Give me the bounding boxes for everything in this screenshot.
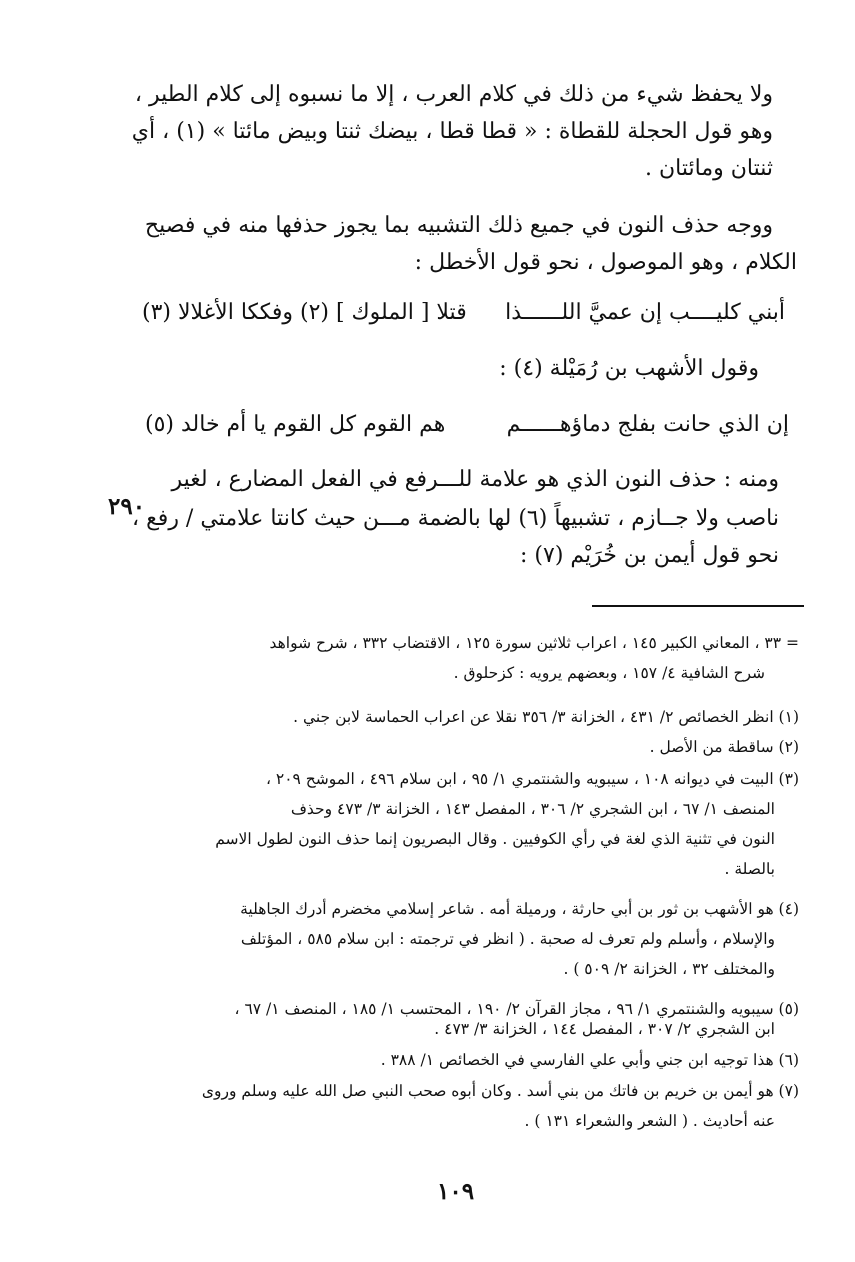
footnote-continuation-line: = ٣٣ ، المعاني الكبير ١٤٥ ، اعراب ثلاثين سورة ١٢٥ ، الاقتضاب ٣٣٢ ، شرح شواهد [269,634,799,652]
footnote-3-line: النون في تثنية الذي لغة في رأي الكوفيين . وقال البصريون إنما حذف النون لطول الاسم [215,830,775,848]
footnote-2: (٢) ساقطة من الأصل . [649,738,799,756]
footnote-3-line: المنصف ١/ ٦٧ ، ابن الشجري ٢/ ٣٠٦ ، المفصل ١٤٣ ، الخزانة ٣/ ٤٧٣ وحذف [290,800,775,818]
margin-page-number: ٢٩٠ [108,493,146,520]
verse-1-first-hemistich: أبني كليــــب إن عميَّ اللــــــذا [505,300,785,325]
body-line: ووجه حذف النون في جميع ذلك التشبيه بما يجوز حذفها منه في فصيح [144,213,773,238]
body-line: وهو قول الحجلة للقطاة : « قطا قطا ، بيضك ثنتا وبيض مائتا » (١) ، أي [131,119,773,144]
footnote-6: (٦) هذا توجيه ابن جني وأبي علي الفارسي في الخصائص ١/ ٣٨٨ . [380,1051,799,1069]
footnote-7: (٧) هو أيمن بن خريم بن فاتك من بني أسد . وكان أبوه صحب النبي صل الله عليه وسلم وروى [201,1082,799,1100]
verse-2-second-hemistich: هم القوم كل القوم يا أم خالد (٥) [145,412,446,437]
footnote-3: (٣) البيت في ديوانه ١٠٨ ، سيبويه والشنتمري ١/ ٩٥ ، ابن سلام ٤٩٦ ، الموشح ٢٠٩ ، [265,770,799,788]
footnote-7-line: عنه أحاديث . ( الشعر والشعراء ١٣١ ) . [524,1112,775,1130]
verse-2-intro: وقول الأشهب بن رُمَيْلة (٤) : [499,356,759,381]
footnote-separator [592,605,804,607]
verse-2-first-hemistich: إن الذي حانت بفلج دماؤهــــــم [506,412,789,437]
body-line: ثنتان ومائتان . [645,156,773,181]
footnote-4-line: والمختلف ٣٢ ، الخزانة ٢/ ٥٠٩ ) . [563,960,775,978]
body-line: ولا يحفظ شيء من ذلك في كلام العرب ، إلا ما نسبوه إلى كلام الطير ، [134,82,773,107]
body-line: الكلام ، وهو الموصول ، نحو قول الأخطل : [414,250,797,275]
footnote-5-line: ابن الشجري ٢/ ٣٠٧ ، المفصل ١٤٤ ، الخزانة ٣/ ٤٧٣ . [434,1020,775,1038]
body-line: نحو قول أيمن بن خُرَيْم (٧) : [519,543,779,568]
footnote-5: (٥) سيبويه والشنتمري ١/ ٩٦ ، مجاز القرآن ٢/ ١٩٠ ، المحتسب ١/ ١٨٥ ، المنصف ١/ ٦٧ ، [234,1000,799,1018]
verse-1-second-hemistich: قتلا [ الملوك ] (٢) وفككا الأغلالا (٣) [142,300,467,325]
page-number: ١٠٩ [437,1178,475,1205]
footnote-4-line: والإسلام ، وأسلم ولم تعرف له صحبة . ( انظر في ترجمته : ابن سلام ٥٨٥ ، المؤتلف [240,930,775,948]
body-line: ناصب ولا جــازم ، تشبيهاً (٦) لها بالضمة مـــن حيث كانتا علامتي / رفع ، [132,506,779,531]
footnote-1: (١) انظر الخصائص ٢/ ٤٣١ ، الخزانة ٣/ ٣٥٦ نقلا عن اعراب الحماسة لابن جني . [293,708,799,726]
footnote-3-line: بالصلة . [724,860,775,878]
footnote-continuation-line: شرح الشافية ٤/ ١٥٧ ، وبعضهم يرويه : كزحلوق . [453,664,765,682]
footnote-4: (٤) هو الأشهب بن ثور بن أبي حارثة ، ورميلة أمه . شاعر إسلامي مخضرم أدرك الجاهلية [240,900,799,918]
body-line: ومنه : حذف النون الذي هو علامة للـــرفع في الفعل المضارع ، لغير [171,467,779,492]
